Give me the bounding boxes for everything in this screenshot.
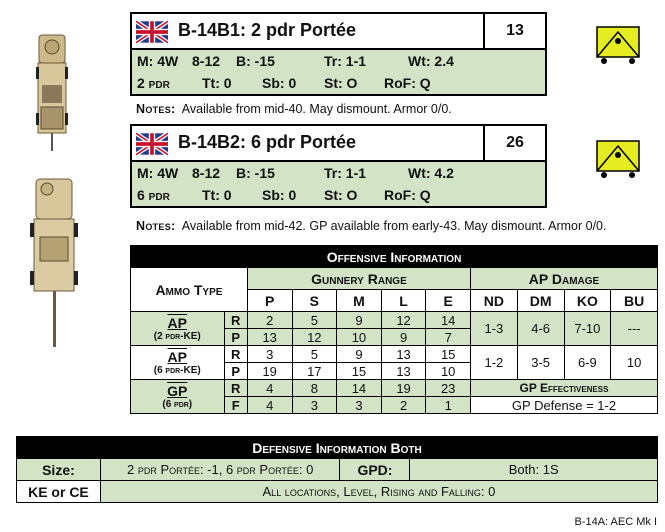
- range-value: 5: [292, 312, 337, 329]
- damage-value: 6-9: [564, 346, 611, 380]
- stat-st: St: O: [324, 75, 358, 91]
- range-value: 5: [292, 346, 337, 363]
- row-r-label: R: [224, 312, 247, 329]
- row-r-label: R: [224, 346, 247, 363]
- stat-tr: Tr: 1-1: [324, 165, 367, 181]
- size-label: Size:: [17, 459, 101, 481]
- pen-value: 19: [247, 363, 292, 380]
- notes-text: Available from mid-42. GP available from early-43. May dismount. Armor 0/0.: [181, 219, 607, 233]
- range-value: 12: [381, 312, 426, 329]
- range-value: 19: [381, 380, 426, 397]
- offensive-table: [130, 245, 658, 414]
- portee-truck-image-2pdr: [36, 33, 68, 151]
- gunnery-range-header: Gunnery Range: [247, 268, 470, 290]
- stat-tt: Tt: 0: [202, 75, 232, 91]
- stat-tt: Tt: 0: [202, 187, 232, 203]
- damage-value: 10: [611, 346, 658, 380]
- stat-b: B: -15: [236, 53, 275, 69]
- range-col-header: P: [247, 290, 292, 312]
- ammo-type-header: Ammo Type: [131, 268, 248, 312]
- unit-symbol-icon: [596, 140, 640, 180]
- gp-effectiveness-header: GP Effectiveness: [471, 380, 658, 397]
- damage-col-header: KO: [564, 290, 611, 312]
- unit-cost: 13: [483, 14, 545, 48]
- range-col-header: S: [292, 290, 337, 312]
- unit-title: B-14B1: 2 pdr Portée: [178, 20, 357, 40]
- damage-value: 7-10: [564, 312, 611, 346]
- damage-col-header: DM: [517, 290, 564, 312]
- pen-value: 17: [292, 363, 337, 380]
- defensive-table: [16, 436, 658, 503]
- size-value: 2 pdr Portée: -1, 6 pdr Portée: 0: [100, 459, 340, 481]
- gp-defense-value: GP Defense = 1-2: [471, 397, 658, 414]
- unit-header-b14b1: [130, 12, 547, 50]
- range-value: 8: [292, 380, 337, 397]
- stat-tr: Tr: 1-1: [324, 53, 367, 69]
- defensive-title: Defensive Information Both: [17, 437, 658, 459]
- row-p-label: P: [224, 329, 247, 346]
- stat-rof: RoF: Q: [384, 75, 431, 91]
- fire-value: 3: [292, 397, 337, 414]
- stat-gun: 6 pdr: [137, 187, 170, 203]
- unit-header-b14b2: [130, 124, 547, 162]
- stat-st: St: O: [324, 187, 358, 203]
- unit-notes: [136, 102, 452, 116]
- uk-flag-icon: [136, 18, 168, 46]
- pen-value: 9: [381, 329, 426, 346]
- pen-value: 13: [381, 363, 426, 380]
- row-f-label: F: [224, 397, 247, 414]
- range-value: 9: [337, 312, 382, 329]
- range-value: 4: [247, 380, 292, 397]
- gpd-value: Both: 1S: [410, 459, 658, 481]
- gpd-label: GPD:: [340, 459, 410, 481]
- ke-value: All locations, Level, Rising and Falling: 0: [100, 481, 657, 503]
- range-value: 14: [337, 380, 382, 397]
- unit-title: B-14B2: 6 pdr Portée: [178, 132, 357, 152]
- range-col-header: E: [426, 290, 471, 312]
- ammo-sub: (6 pdr): [162, 399, 193, 410]
- unit-cost: 26: [483, 126, 545, 160]
- stat-sb: Sb: 0: [262, 187, 297, 203]
- damage-col-header: ND: [471, 290, 518, 312]
- unit-stats-row: [130, 162, 547, 186]
- ap-damage-header: AP Damage: [471, 268, 658, 290]
- offensive-title: Offensive Information: [131, 246, 658, 268]
- fire-value: 2: [381, 397, 426, 414]
- stat-move-range: 8-12: [192, 165, 221, 181]
- damage-value: ---: [611, 312, 658, 346]
- unit-symbol-icon: [596, 26, 640, 66]
- unit-notes: [136, 219, 606, 233]
- range-value: 9: [337, 346, 382, 363]
- fire-value: 3: [337, 397, 382, 414]
- stat-gun: 2 pdr: [137, 75, 170, 91]
- uk-flag-icon: [136, 130, 168, 158]
- damage-value: 1-3: [471, 312, 518, 346]
- ammo-cell: [131, 346, 225, 380]
- damage-value: 4-6: [517, 312, 564, 346]
- damage-value: 3-5: [517, 346, 564, 380]
- range-col-header: M: [337, 290, 382, 312]
- damage-col-header: BU: [611, 290, 658, 312]
- fire-value: 4: [247, 397, 292, 414]
- footer-reference: B-14A: AEC Mk I: [574, 516, 657, 528]
- notes-label: Notes:: [136, 102, 176, 116]
- stat-wt: Wt: 2.4: [408, 53, 454, 69]
- fire-value: 1: [426, 397, 471, 414]
- ammo-cell: [131, 380, 225, 414]
- pen-value: 10: [426, 363, 471, 380]
- ammo-sub: (6 pdr-KE): [153, 365, 201, 376]
- row-p-label: P: [224, 363, 247, 380]
- unit-stats-row: [130, 50, 547, 74]
- ammo-name: GP: [167, 383, 188, 399]
- stat-wt: Wt: 4.2: [408, 165, 454, 181]
- pen-value: 15: [337, 363, 382, 380]
- unit-gun-row: [130, 184, 547, 208]
- ammo-name: AP: [167, 349, 187, 365]
- notes-label: Notes:: [136, 219, 176, 233]
- pen-value: 13: [247, 329, 292, 346]
- pen-value: 7: [426, 329, 471, 346]
- stat-move-range: 8-12: [192, 53, 221, 69]
- stat-movement: M: 4W: [137, 53, 179, 69]
- range-value: 3: [247, 346, 292, 363]
- stat-sb: Sb: 0: [262, 75, 297, 91]
- ammo-cell: [131, 312, 225, 346]
- ammo-name: AP: [167, 315, 187, 331]
- notes-text: Available from mid-40. May dismount. Armor 0/0.: [181, 102, 452, 116]
- range-value: 23: [426, 380, 471, 397]
- stat-movement: M: 4W: [137, 165, 179, 181]
- damage-value: 1-2: [471, 346, 518, 380]
- range-value: 2: [247, 312, 292, 329]
- pen-value: 12: [292, 329, 337, 346]
- stat-b: B: -15: [236, 165, 275, 181]
- stat-rof: RoF: Q: [384, 187, 431, 203]
- range-value: 15: [426, 346, 471, 363]
- unit-gun-row: [130, 72, 547, 96]
- ke-label: KE or CE: [17, 481, 101, 503]
- ammo-sub: (2 pdr-KE): [153, 331, 201, 342]
- pen-value: 10: [337, 329, 382, 346]
- range-value: 13: [381, 346, 426, 363]
- row-r-label: R: [224, 380, 247, 397]
- range-col-header: L: [381, 290, 426, 312]
- range-value: 14: [426, 312, 471, 329]
- portee-truck-image-6pdr: [28, 177, 80, 347]
